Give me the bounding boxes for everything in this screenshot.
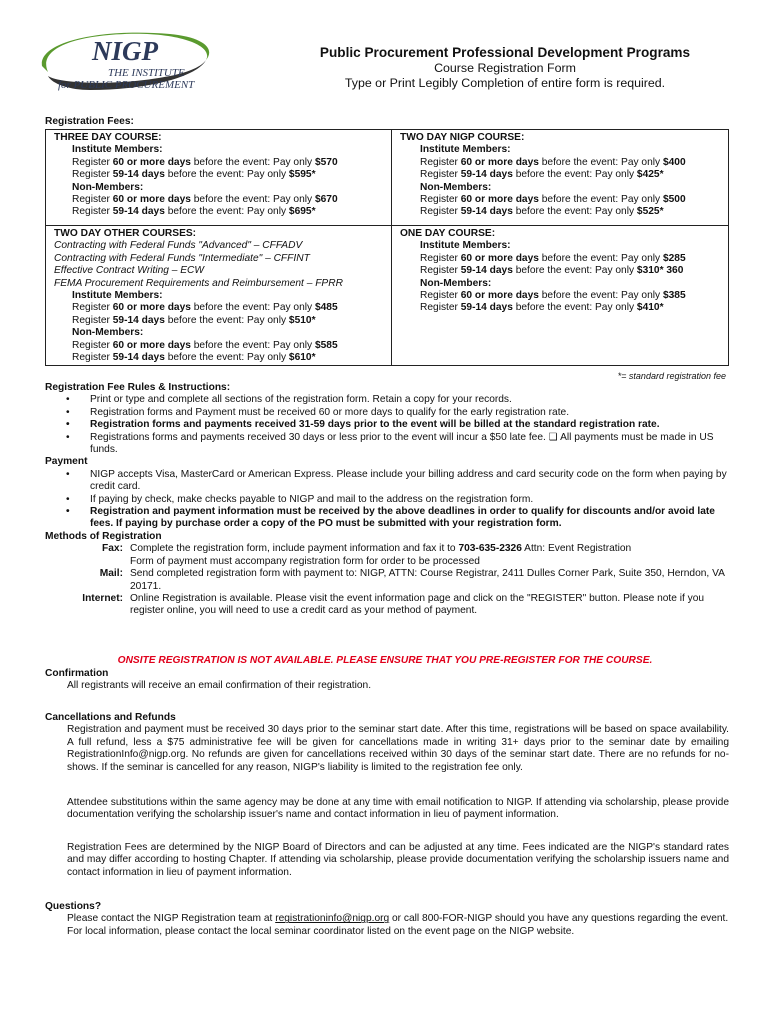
internet-method	[45, 593, 729, 618]
fees-determined-paragraph: Registration Fees are determined by the NIGP Board of Directors and can be adjusted at any time. Fees indicated are the NIGP's standard rates and may differ according to hosting Chapter. If attending via scholarship, please provide documentation verifying the scholarship issuers name and contact information in lieu of payment information.	[67, 842, 729, 878]
cancellations-section	[45, 712, 729, 774]
course-name: FEMA Procurement Requirements and Reimbursement – FPRR	[54, 277, 343, 289]
list-item: • If paying by check, make checks payable to NIGP and mail to the address on the registration form.	[90, 494, 729, 506]
fee-line: Register 59-14 days before the event: Pay only $695*	[72, 206, 316, 218]
non-members-label: Non-Members:	[72, 181, 144, 193]
members-label: Institute Members:	[420, 240, 511, 252]
onsite-warning: ONSITE REGISTRATION IS NOT AVAILABLE. PLEASE ENSURE THAT YOU PRE-REGISTER FOR THE COURSE.	[117, 655, 653, 666]
fee-line: Register 60 or more days before the event: Pay only $285	[420, 252, 686, 264]
logo-line1: THE INSTITUTE	[108, 67, 185, 79]
internet-label: Internet:	[82, 592, 123, 604]
registration-email-link[interactable]: registrationinfo@nigp.org	[275, 913, 390, 925]
fee-line: Register 60 or more days before the event: Pay only $670	[72, 194, 338, 206]
confirmation-title: Confirmation	[45, 668, 109, 679]
three-day-course-cell	[46, 130, 392, 226]
confirmation-text: All registrants will receive an email confirmation of their registration.	[67, 680, 372, 692]
logo-line2: for PUBLIC PROCUREMENT	[58, 79, 195, 91]
mail-text: Send completed registration form with payment to: NIGP, ATTN: Course Registrar, 2411 Dulles Corner Park, Suite 350, Herndon, VA 20171.	[130, 568, 725, 592]
fee-line: Register 60 or more days before the event: Pay only $385	[420, 290, 686, 302]
course-name: Contracting with Federal Funds "Advanced" – CFFADV	[54, 240, 303, 252]
fax-method: Fax: Complete the registration form, include payment information and fax it to 703-635-2326 Attn: Event Registration Form of payment must accompany registration form for order to be processed	[45, 543, 729, 568]
form-instruction: Type or Print Legibly Completion of entire form is required.	[344, 76, 666, 90]
fee-line: Register 60 or more days before the event: Pay only $570	[72, 156, 338, 168]
questions-text: Please contact the NIGP Registration team at registrationinfo@nigp.org or call 800-FOR-NIGP should you have any questions regarding the event. For local information, please contact the local seminar coordinator listed on the event page on the NIGP website.	[67, 913, 729, 937]
two-day-nigp-title: TWO DAY NIGP COURSE:	[400, 132, 525, 143]
two-day-other-courses-cell	[46, 226, 392, 366]
non-members-label: Non-Members:	[72, 327, 144, 339]
list-item: • Registration forms and Payment must be received 60 or more days to qualify for the early registration rate.	[90, 407, 729, 419]
questions-section	[45, 901, 729, 938]
methods-title: Methods of Registration	[45, 530, 162, 542]
internet-text: Online Registration is available. Please visit the event information page and click on the "REGISTER" button. Please note if you register online, you will need to use a credit card as your method of payment.	[130, 592, 705, 617]
fax-number: 703-635-2326	[458, 543, 522, 555]
list-item: • Registration and payment information must be received by the above deadlines in order to qualify for discounts and/or avoid late fees. If paying by purchase order a copy of the PO must be submitted with your registration form.	[90, 506, 729, 531]
course-name: Contracting with Federal Funds "Intermediate" – CFFINT	[54, 252, 310, 264]
fees-table	[45, 129, 729, 366]
fee-line: Register 59-14 days before the event: Pay only $610*	[72, 352, 316, 364]
two-day-nigp-course-cell	[392, 130, 729, 226]
members-label: Institute Members:	[72, 290, 163, 302]
nigp-logo	[30, 24, 220, 104]
list-item: • Registration forms and payments received 31-59 days prior to the event will be billed at the standard registration rate.	[90, 419, 729, 431]
page-title: Public Procurement Professional Development Programs	[319, 45, 691, 60]
mail-label: Mail:	[99, 568, 123, 580]
fee-line: Register 59-14 days before the event: Pay only $525*	[420, 206, 664, 218]
confirmation-section	[45, 668, 729, 693]
fee-line: Register 59-14 days before the event: Pay only $425*	[420, 169, 664, 181]
list-item: • Print or type and complete all sections of the registration form. Retain a copy for your records.	[90, 394, 729, 406]
registration-fees-label: Registration Fees:	[45, 116, 134, 127]
questions-title: Questions?	[45, 901, 102, 912]
fee-line: Register 60 or more days before the event: Pay only $500	[420, 194, 686, 206]
fee-line: Register 60 or more days before the event: Pay only $585	[72, 339, 338, 351]
non-members-label: Non-Members:	[420, 277, 492, 289]
fax-label: Fax:	[102, 543, 123, 555]
mail-method	[45, 568, 729, 593]
fee-line: Register 59-14 days before the event: Pay only $310* 360	[420, 265, 684, 277]
cancellations-paragraph: Registration and payment must be received 30 days prior to the seminar start date. After this time, registrations will be based on space availability. A full refund, less a $75 administrative fee will be given for cancellations made in writing 31+ days prior to the seminar date by emailing RegistrationInfo@nigp.org. No refunds are given for cancellations received within 30 days of the seminar start date. There are no refunds for no-shows. If the seminar is cancelled for any reason, NIGP's liability is limited to the registration fee only.	[67, 724, 729, 773]
fee-rules-section	[45, 382, 729, 618]
one-day-title: ONE DAY COURSE:	[400, 228, 496, 239]
page-header	[250, 44, 760, 91]
fee-line: Register 59-14 days before the event: Pay only $595*	[72, 169, 316, 181]
standard-fee-note: *= standard registration fee	[617, 371, 726, 381]
one-day-course-cell	[392, 226, 729, 366]
fee-line: Register 59-14 days before the event: Pay only $510*	[72, 314, 316, 326]
substitution-paragraph: Attendee substitutions within the same agency may be done at any time with email notification to NIGP. If attending via scholarship, please provide documentation verifying the scholarship issuer's name and contact information in lieu of payment information.	[67, 797, 729, 821]
fee-rules-title: Registration Fee Rules & Instructions:	[45, 382, 231, 393]
fee-line: Register 60 or more days before the event: Pay only $400	[420, 156, 686, 168]
list-item: • NIGP accepts Visa, MasterCard or American Express. Please include your billing address and card security code on the form when paying by credit card.	[90, 469, 729, 494]
payment-title: Payment	[45, 456, 88, 468]
three-day-title: THREE DAY COURSE:	[54, 132, 162, 143]
fee-line: Register 60 or more days before the event: Pay only $485	[72, 302, 338, 314]
logo-main: NIGP	[92, 36, 158, 66]
fee-line: Register 59-14 days before the event: Pay only $410*	[420, 302, 664, 314]
list-item: • Registrations forms and payments received 30 days or less prior to the event will incur a $50 late fee. ❏ All payments must be made in US funds.	[90, 432, 729, 457]
cancellations-title: Cancellations and Refunds	[45, 712, 176, 723]
course-name: Effective Contract Writing – ECW	[54, 265, 205, 277]
non-members-label: Non-Members:	[420, 181, 492, 193]
members-label: Institute Members:	[420, 144, 511, 156]
two-day-other-title: TWO DAY OTHER COURSES:	[54, 228, 197, 239]
form-subtitle: Course Registration Form	[434, 61, 576, 75]
members-label: Institute Members:	[72, 144, 163, 156]
